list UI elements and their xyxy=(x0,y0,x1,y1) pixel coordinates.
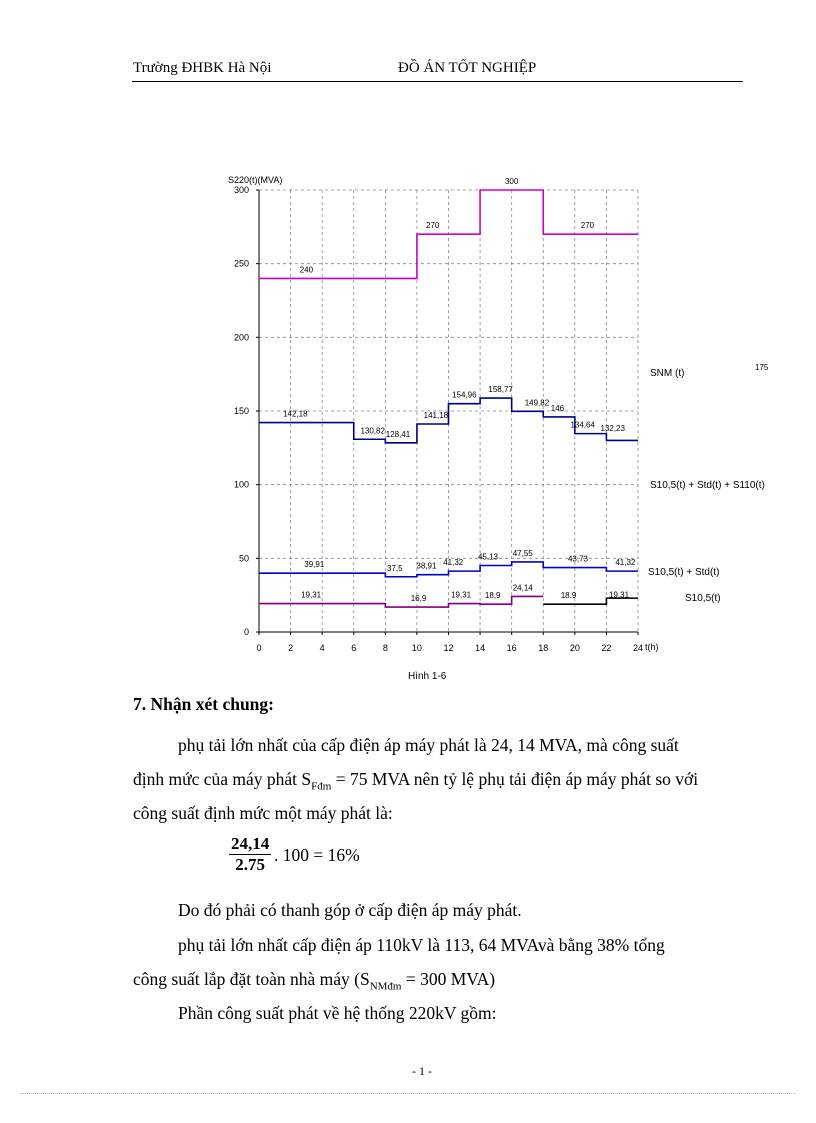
data-label: 41,32 xyxy=(443,558,464,568)
p3-line2-part-a: công suất lắp đặt toàn nhà máy (S xyxy=(133,969,370,989)
formula-fraction xyxy=(229,834,271,875)
data-label: 19,31 xyxy=(609,590,630,600)
data-label: 41,32 xyxy=(615,558,636,568)
header-school: Trường ĐHBK Hà Nội xyxy=(133,60,272,76)
data-label: 142,18 xyxy=(283,409,308,419)
p1-line2-part-b: = 75 MVA nên tỷ lệ phụ tải điện áp máy phát so với xyxy=(331,769,699,789)
data-label: 130,82 xyxy=(360,426,385,436)
x-tick-label: 18 xyxy=(538,643,549,653)
y-tick-label: 300 xyxy=(233,185,249,195)
data-label: 43,73 xyxy=(567,554,589,564)
p3-line2-subscript: NMđm xyxy=(369,980,402,993)
data-label: 19,31 xyxy=(451,590,472,600)
p1-line2-part-a: định mức của máy phát S xyxy=(133,769,312,789)
data-label: 38,91 xyxy=(416,561,437,571)
stray-label: 175 xyxy=(755,363,769,372)
paragraph-3-line-1: phụ tải lớn nhất cấp điện áp 110kV là 113, 64 MVAvà bằng 38% tổng xyxy=(178,935,665,955)
data-label: 149,82 xyxy=(524,398,550,408)
x-tick-label: 16 xyxy=(506,643,517,653)
p1-line2-subscript: Fđm xyxy=(311,780,332,793)
p3-line2-part-b: = 300 MVA) xyxy=(401,969,496,989)
data-label: 154,96 xyxy=(452,390,477,400)
data-label: 24,14 xyxy=(512,583,533,593)
y-tick-label: 250 xyxy=(233,258,249,269)
x-tick-label: 6 xyxy=(351,643,357,653)
data-label: 37,5 xyxy=(387,563,403,573)
x-tick-label: 10 xyxy=(411,643,422,653)
x-tick-label: 0 xyxy=(256,643,262,653)
data-label: 134,64 xyxy=(570,420,595,430)
y-tick-label: 50 xyxy=(238,553,249,564)
x-tick-label: 24 xyxy=(632,643,644,653)
data-label: 47,55 xyxy=(512,548,533,558)
x-tick-label: 4 xyxy=(319,643,325,653)
x-tick-label: 8 xyxy=(382,643,388,653)
y-tick-label: 0 xyxy=(243,627,249,637)
data-label: 141,18 xyxy=(423,410,449,420)
legend-label: S10,5(t) + Std(t) + S110(t) xyxy=(650,480,765,491)
data-label: 158,77 xyxy=(488,385,513,395)
data-label: 270 xyxy=(426,221,440,231)
x-tick-label: 12 xyxy=(443,643,454,653)
y-tick-label: 100 xyxy=(233,479,249,490)
footer-rule xyxy=(20,1093,796,1094)
x-tick-label: 2 xyxy=(288,643,294,653)
legend-label: S10,5(t) + Std(t) xyxy=(648,567,720,578)
data-label: 240 xyxy=(299,265,314,275)
data-label: 39,91 xyxy=(304,560,325,570)
data-label: 270 xyxy=(580,221,595,231)
data-label: 45,13 xyxy=(477,552,498,562)
section-title: 7. Nhận xét chung: xyxy=(133,694,274,714)
data-label: 128,41 xyxy=(385,429,411,439)
y-tick-label: 200 xyxy=(233,332,249,343)
data-label: 18.9 xyxy=(560,591,577,601)
paragraph-4: Phần công suất phát về hệ thống 220kV gồm: xyxy=(178,1003,497,1023)
figure-caption: Hình 1-6 xyxy=(408,671,447,682)
data-label: 18,9 xyxy=(484,591,501,601)
paragraph-1-line-1: phụ tải lớn nhất của cấp điện áp máy phát là 24, 14 MVA, mà công suất xyxy=(178,735,679,755)
x-tick-label: 22 xyxy=(601,643,612,653)
formula-numerator: 24,14 xyxy=(231,834,270,853)
paragraph-1-line-3: công suất định mức một máy phát là: xyxy=(133,803,393,823)
x-tick-label: 14 xyxy=(475,643,486,653)
data-label: 300 xyxy=(504,177,519,186)
formula-denominator: 2.75 xyxy=(235,855,265,874)
x-tick-label: 20 xyxy=(569,643,580,653)
y-axis-label: S220(t)(MVA) xyxy=(228,175,283,185)
legend-label: SNM (t) xyxy=(650,368,685,379)
x-axis-label: t(h) xyxy=(645,642,659,652)
data-label: 146 xyxy=(550,403,565,413)
data-label: 19,31 xyxy=(301,590,322,600)
header-title: ĐỒ ÁN TỐT NGHIỆP xyxy=(398,60,537,76)
data-label: 16,9 xyxy=(410,594,427,604)
legend-label: S10,5(t) xyxy=(685,593,721,604)
paragraph-2: Do đó phải có thanh góp ở cấp điện áp máy phát. xyxy=(178,900,522,920)
formula-rest: . 100 = 16% xyxy=(274,845,360,865)
page-number: - 1 - xyxy=(412,1064,432,1078)
y-tick-label: 150 xyxy=(233,406,249,416)
data-label: 132,23 xyxy=(600,424,625,434)
